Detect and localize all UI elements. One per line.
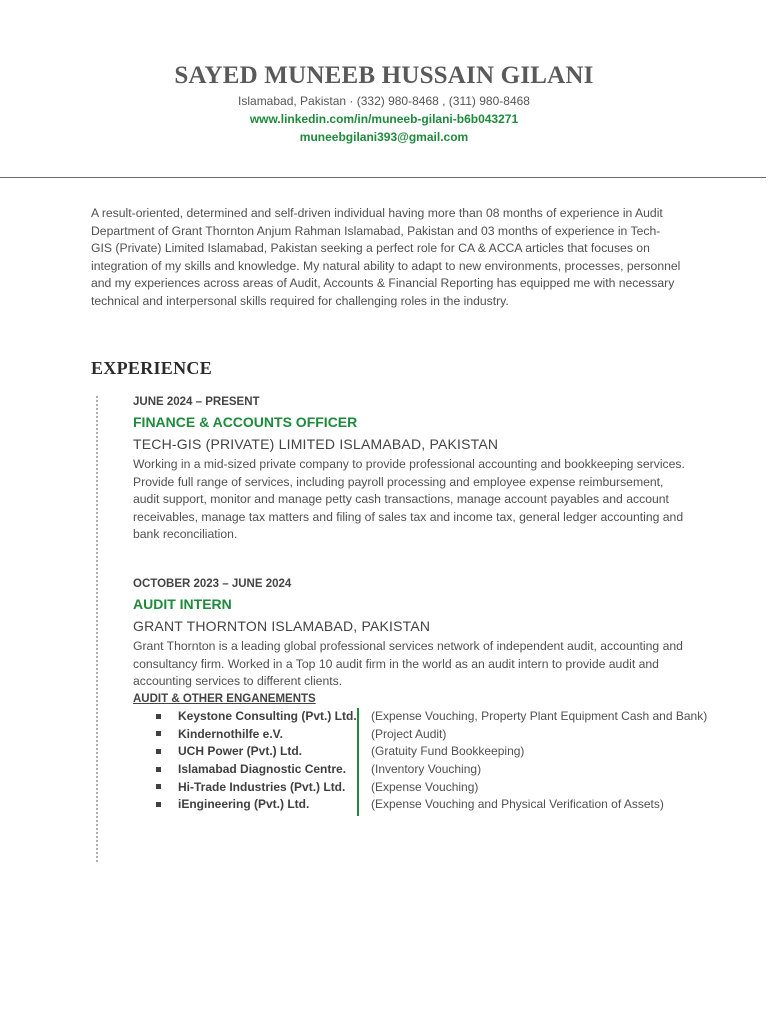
engagement-row [133, 778, 733, 796]
engagement-client: Keystone Consulting (Pvt.) Ltd. [178, 709, 357, 724]
engagements-divider [357, 708, 359, 816]
engagement-row [133, 725, 733, 743]
job-description: Working in a mid-sized private company to provide professional accounting and bookkeeping services. Provide full range of services, including payroll processing and employee expense reimbursement, audit support, monitor and manage petty cash transactions, manage account payables and account receivables, manage tax matters and filing of sales tax and income tax, general ledger accounting and bank reconciliation. [133, 457, 685, 541]
job-company: GRANT THORNTON ISLAMABAD, PAKISTAN [133, 618, 431, 634]
bullet-icon [156, 749, 161, 754]
engagement-client: Islamabad Diagnostic Centre. [178, 762, 347, 777]
timeline-dotted-line [96, 396, 98, 862]
job-role: AUDIT INTERN [133, 596, 232, 612]
bullet-icon [156, 731, 161, 736]
header-divider [0, 177, 766, 178]
engagement-row [133, 743, 733, 761]
engagement-detail: (Expense Vouching, Property Plant Equipment Cash and Bank) [371, 709, 708, 724]
job-company: TECH-GIS (PRIVATE) LIMITED ISLAMABAD, PAKISTAN [133, 436, 499, 452]
bullet-icon [156, 714, 161, 719]
linkedin-link[interactable]: www.linkedin.com/in/muneeb-gilani-b6b043271 [249, 112, 519, 126]
experience-heading: EXPERIENCE [91, 358, 213, 378]
contact-info: Islamabad, Pakistan · (332) 980-8468 , (311) 980-8468 [238, 94, 530, 108]
engagement-row [133, 708, 733, 726]
candidate-name: SAYED MUNEEB HUSSAIN GILANI [174, 62, 594, 89]
engagement-detail: (Expense Vouching) [371, 779, 479, 794]
bullet-icon [156, 802, 161, 807]
resume-header [0, 0, 768, 146]
job-role: FINANCE & ACCOUNTS OFFICER [133, 414, 358, 430]
engagement-client: Kindernothilfe e.V. [178, 726, 283, 741]
job-entry-finance-officer [133, 394, 733, 544]
job-entry-audit-intern [133, 576, 733, 813]
engagement-detail: (Project Audit) [371, 726, 447, 741]
engagement-row [133, 795, 733, 813]
engagement-client: Hi-Trade Industries (Pvt.) Ltd. [178, 779, 346, 794]
engagement-detail: (Gratuity Fund Bookkeeping) [371, 744, 525, 759]
engagement-client: iEngineering (Pvt.) Ltd. [178, 797, 310, 812]
bullet-icon [156, 784, 161, 789]
job-date: OCTOBER 2023 – JUNE 2024 [133, 578, 292, 590]
engagement-client: UCH Power (Pvt.) Ltd. [178, 744, 303, 759]
profile-summary: A result-oriented, determined and self-driven individual having more than 08 months of experience in Audit Department of Grant Thornton Anjum Rahman Islamabad, Pakistan and 03 months of experience in Tech-GIS (Private) Limited Islamabad, Pakistan seeking a perfect role for CA & ACCA articles that focuses on integration of my skills and knowledge. My natural ability to adapt to new environments, processes, personnel and my experiences across areas of Audit, Accounts & Financial Reporting has equipped me with necessary technical and interpersonal skills required for challenging roles in the industry. [91, 206, 681, 308]
engagement-detail: (Expense Vouching and Physical Verification of Assets) [371, 797, 664, 812]
engagements-table [133, 708, 733, 814]
job-description: Grant Thornton is a leading global professional services network of independent audit, accounting and consultancy firm. Worked in a Top 10 audit firm in the world as an audit intern to provide audit and accounting services to different clients. [133, 639, 683, 688]
job-date: JUNE 2024 – PRESENT [133, 396, 260, 408]
engagements-heading: AUDIT & OTHER ENGANEMENTS [133, 692, 316, 705]
bullet-icon [156, 767, 161, 772]
engagement-row [133, 760, 733, 778]
email-link[interactable]: muneebgilani393@gmail.com [299, 130, 469, 144]
engagement-detail: (Inventory Vouching) [371, 762, 482, 777]
